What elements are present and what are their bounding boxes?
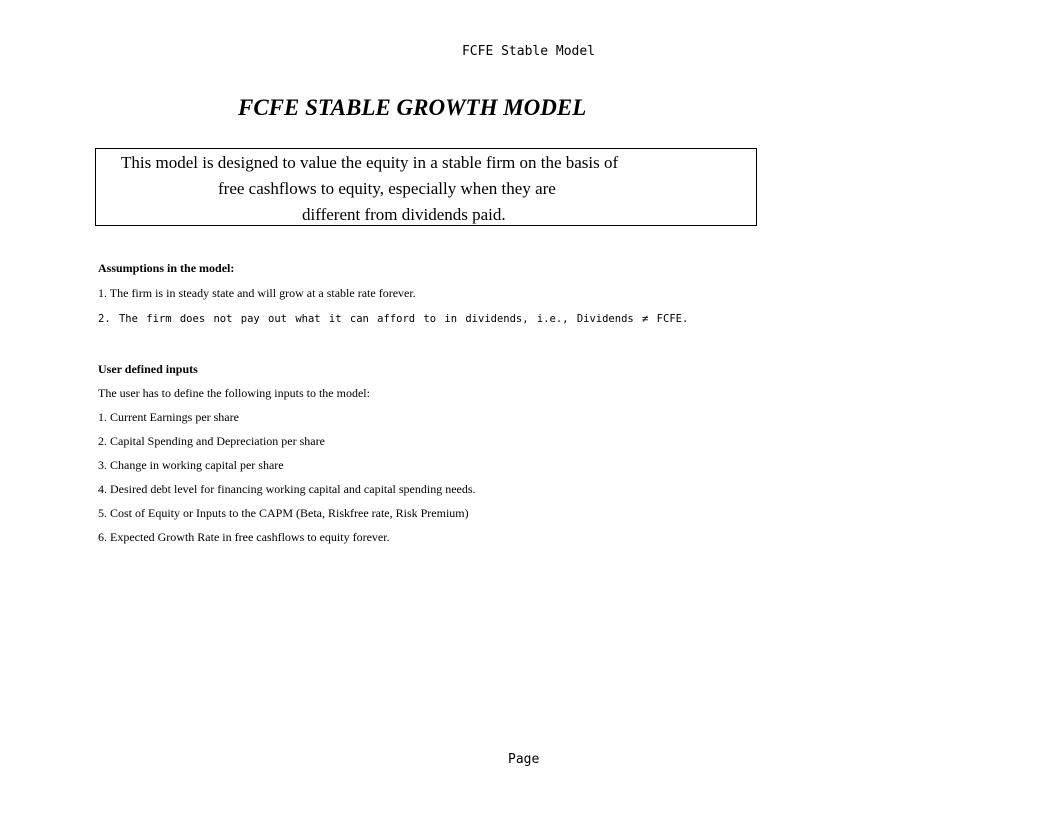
inputs-heading: User defined inputs [98,362,198,376]
assumptions-heading: Assumptions in the model: [98,261,235,275]
input-item-1: 1. Current Earnings per share [98,410,239,424]
assumption-item-2: 2. The firm does not pay out what it can afford to in dividends, i.e., Dividends ≠ FCFE. [98,313,689,325]
assumption-item-1: 1. The firm is in steady state and will grow at a stable rate forever. [98,286,416,300]
description-line-3: different from dividends paid. [302,205,506,224]
description-line-2: free cashflows to equity, especially when they are [218,179,556,198]
input-item-2: 2. Capital Spending and Depreciation per share [98,434,325,448]
page-header: FCFE Stable Model [461,44,596,59]
page-footer: Page [508,752,540,767]
input-item-3: 3. Change in working capital per share [98,458,284,472]
description-line-1: This model is designed to value the equity in a stable firm on the basis of [121,153,619,172]
input-item-6: 6. Expected Growth Rate in free cashflows to equity forever. [98,530,390,544]
document-title: FCFE STABLE GROWTH MODEL [238,95,587,120]
input-item-4: 4. Desired debt level for financing working capital and capital spending needs. [98,482,476,496]
inputs-intro: The user has to define the following inputs to the model: [98,386,370,400]
description-box [95,148,757,226]
input-item-5: 5. Cost of Equity or Inputs to the CAPM (Beta, Riskfree rate, Risk Premium) [98,506,469,520]
